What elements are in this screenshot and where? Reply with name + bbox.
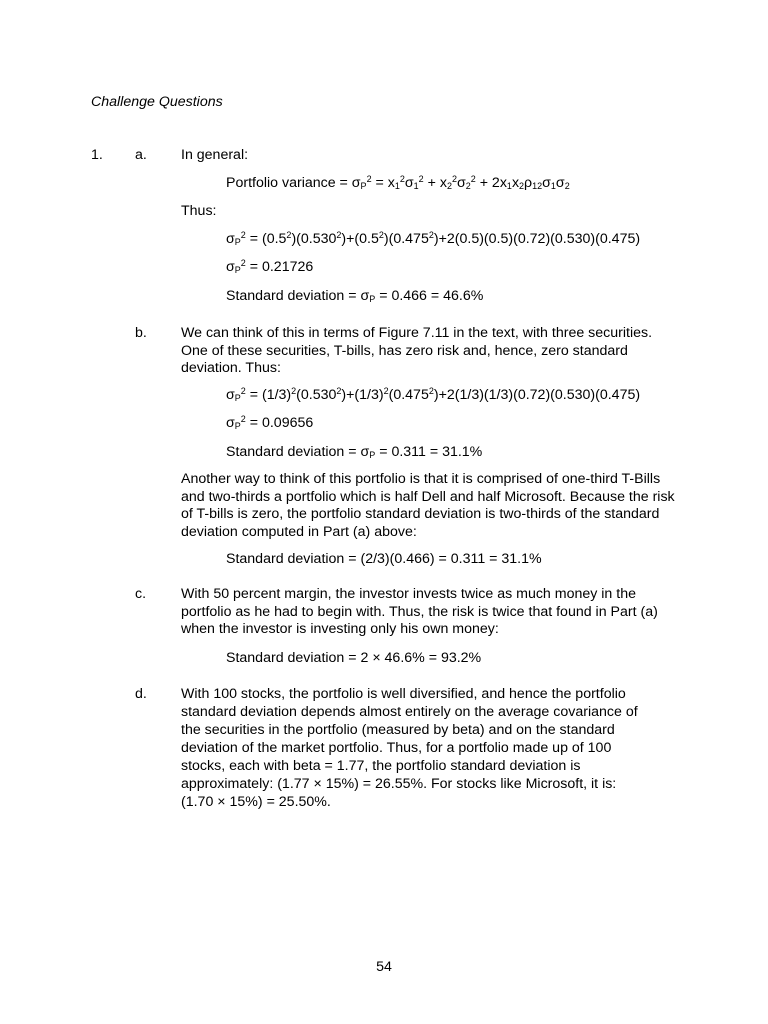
- part-a-intro: In general:: [181, 147, 249, 163]
- part-a-variance-result: $\sigma_P^2 = 0.21726$: [226, 258, 314, 275]
- page-number: 54: [376, 959, 392, 975]
- part-b-label: b.: [135, 325, 147, 341]
- part-b-sd-alternative: Standard deviation = (2/3)(0.466) = 0.311 = 31.1%: [226, 551, 542, 567]
- part-a-standard-deviation: Standard deviation = $\sigma_P = 0.466 = 46.6\%$: [226, 288, 484, 304]
- part-c-standard-deviation: Standard deviation = 2 × 46.6% = 93.2%: [226, 650, 482, 666]
- question-number: 1.: [91, 147, 103, 163]
- section-heading: Challenge Questions: [91, 94, 223, 110]
- part-a-calc-tail: (0.5)(0.5)(0.72)(0.530)(0.475): [454, 231, 641, 247]
- part-b-calc-tail: (1/3)(1/3)(0.72)(0.530)(0.475): [454, 387, 641, 403]
- part-c-paragraph: With 50 percent margin, the investor invests twice as much money in the portfolio as he had to begin with. Thus, the risk is twice that found in Part (a) when the investor is investing only his own money:: [181, 586, 658, 638]
- portfolio-variance-formula: Portfolio variance = $\sigma_P^2 = x_1^2\sigma_1^2 + x_2^2\sigma_2^2 + 2x_1x_2\rho_{12}\sigma_1\sigma_2$: [226, 174, 570, 191]
- part-a-label: a.: [135, 147, 147, 163]
- part-b-sd-value: = 0.311 = 31.1%: [379, 444, 483, 460]
- part-b-sd-prefix: Standard deviation =: [226, 444, 361, 460]
- part-a-sd-prefix: Standard deviation =: [226, 288, 361, 304]
- part-d-label: d.: [135, 686, 147, 702]
- part-d-line: approximately: (1.77 × 15%) = 26.55%. For stocks like Microsoft, it is:: [181, 776, 617, 792]
- part-b-variance-result: $\sigma_P^2 = 0.09656$: [226, 414, 314, 431]
- part-a-sd-value: = 0.466 = 46.6%: [379, 288, 484, 304]
- part-b-paragraph-2: Another way to think of this portfolio is that it is comprised of one-third T-Bills and two-thirds a portfolio which is half Dell and half Microsoft. Because the risk of T-bills is zero, the portfolio standard deviation is two-thirds of the standard deviation computed in Part (a) above:: [181, 471, 675, 540]
- part-d-line: the securities in the portfolio (measured by beta) and on the standard: [181, 722, 615, 738]
- part-b-standard-deviation: Standard deviation = $\sigma_P = 0.311 = 31.1\%$: [226, 444, 483, 460]
- part-b-variance-value: = 0.09656: [249, 415, 314, 431]
- part-a-variance-calc: $\sigma_P^2 = (0.5^2)(0.530^2)+(0.5^2)(0.475^2)+2(0.5)(0.5)(0.72)(0.530)(0.475)$: [226, 230, 641, 247]
- part-d-line: stocks, each with beta = 1.77, the portfolio standard deviation is: [181, 758, 581, 774]
- part-b-paragraph-1: We can think of this in terms of Figure 7.11 in the text, with three securities. One of these securities, T-bills, has zero risk and, hence, zero standard deviation. Thus:: [181, 325, 653, 377]
- part-a-variance-value: = 0.21726: [249, 259, 314, 275]
- part-a-thus: Thus:: [181, 203, 217, 219]
- part-d-line: deviation of the market portfolio. Thus, for a portfolio made up of 100: [181, 740, 612, 756]
- part-d-line: (1.70 × 15%) = 25.50%.: [181, 794, 331, 810]
- part-c-label: c.: [135, 586, 147, 602]
- part-d-line: standard deviation depends almost entirely on the average covariance of: [181, 704, 638, 720]
- part-d-line: With 100 stocks, the portfolio is well diversified, and hence the portfolio: [181, 686, 626, 702]
- part-b-variance-calc: $\sigma_P^2 = (1/3)^2(0.530^2)+(1/3)^2(0.475^2)+2(1/3)(1/3)(0.72)(0.530)(0.475)$: [226, 386, 641, 403]
